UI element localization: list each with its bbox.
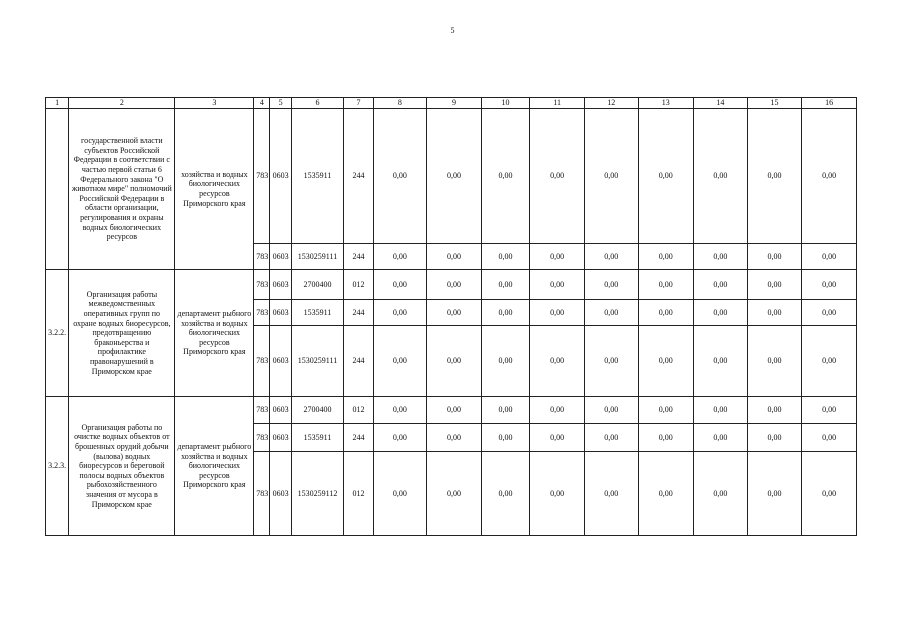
value-cell: 0,00 [747, 270, 802, 300]
column-header: 10 [481, 98, 530, 109]
code-section: 0603 [270, 300, 291, 326]
value-cell: 0,00 [747, 452, 802, 536]
page-number: 5 [450, 26, 455, 35]
code-admin: 783 [254, 270, 270, 300]
value-cell: 0,00 [427, 452, 482, 536]
column-header: 7 [344, 98, 373, 109]
value-cell: 0,00 [638, 300, 694, 326]
value-cell: 0,00 [638, 326, 694, 397]
code-target: 1530259111 [291, 244, 344, 270]
value-cell: 0,00 [638, 270, 694, 300]
code-admin: 783 [254, 424, 270, 452]
column-header: 14 [694, 98, 748, 109]
code-section: 0603 [270, 326, 291, 397]
item-executor: хозяйства и водных биологических ресурсов Приморского края [175, 109, 254, 270]
column-header: 11 [530, 98, 585, 109]
value-cell: 0,00 [638, 244, 694, 270]
code-target: 1535911 [291, 300, 344, 326]
column-header: 16 [802, 98, 857, 109]
column-header: 9 [427, 98, 482, 109]
value-cell: 0,00 [373, 326, 427, 397]
value-cell: 0,00 [638, 109, 694, 244]
value-cell: 0,00 [747, 109, 802, 244]
value-cell: 0,00 [373, 397, 427, 424]
value-cell: 0,00 [373, 424, 427, 452]
column-header: 12 [584, 98, 638, 109]
code-target: 2700400 [291, 397, 344, 424]
value-cell: 0,00 [427, 397, 482, 424]
item-executor: департамент рыбного хозяйства и водных биологических ресурсов Приморского края [175, 397, 254, 536]
code-admin: 783 [254, 109, 270, 244]
value-cell: 0,00 [694, 109, 748, 244]
item-number [46, 109, 69, 270]
value-cell: 0,00 [694, 397, 748, 424]
value-cell: 0,00 [802, 424, 857, 452]
code-admin: 783 [254, 397, 270, 424]
item-name: Организация работы по очистке водных объектов от брошенных орудий добычи (вылова) водных биоресурсов и береговой полосы водных объектов рыбохозяйственного значения от мусора в Приморском крае [69, 397, 175, 536]
value-cell: 0,00 [481, 397, 530, 424]
code-expense: 012 [344, 452, 373, 536]
value-cell: 0,00 [802, 397, 857, 424]
code-target: 1535911 [291, 424, 344, 452]
code-section: 0603 [270, 109, 291, 244]
value-cell: 0,00 [584, 244, 638, 270]
code-section: 0603 [270, 244, 291, 270]
value-cell: 0,00 [802, 452, 857, 536]
value-cell: 0,00 [802, 300, 857, 326]
value-cell: 0,00 [481, 109, 530, 244]
item-name: государственной власти субъектов Российской Федерации в соответствии с частью первой статьи 6 Федерального закона "О животном мире" полномочий Российской Федерации в области организации, регулирования и охраны водных биологических ресурсов [69, 109, 175, 270]
code-expense: 012 [344, 270, 373, 300]
code-expense: 012 [344, 397, 373, 424]
code-target: 2700400 [291, 270, 344, 300]
value-cell: 0,00 [802, 326, 857, 397]
value-cell: 0,00 [530, 452, 585, 536]
value-cell: 0,00 [694, 300, 748, 326]
value-cell: 0,00 [481, 270, 530, 300]
value-cell: 0,00 [584, 452, 638, 536]
value-cell: 0,00 [530, 300, 585, 326]
value-cell: 0,00 [747, 326, 802, 397]
value-cell: 0,00 [584, 270, 638, 300]
value-cell: 0,00 [694, 244, 748, 270]
code-section: 0603 [270, 397, 291, 424]
code-expense: 244 [344, 326, 373, 397]
value-cell: 0,00 [802, 109, 857, 244]
code-expense: 244 [344, 109, 373, 244]
code-expense: 244 [344, 244, 373, 270]
value-cell: 0,00 [427, 270, 482, 300]
value-cell: 0,00 [373, 300, 427, 326]
code-admin: 783 [254, 452, 270, 536]
value-cell: 0,00 [638, 397, 694, 424]
table-row [46, 397, 857, 424]
code-target: 1535911 [291, 109, 344, 244]
value-cell: 0,00 [481, 452, 530, 536]
value-cell: 0,00 [584, 300, 638, 326]
value-cell: 0,00 [373, 109, 427, 244]
value-cell: 0,00 [373, 452, 427, 536]
code-target: 1530259111 [291, 326, 344, 397]
value-cell: 0,00 [747, 300, 802, 326]
column-header: 3 [175, 98, 254, 109]
item-number: 3.2.2. [46, 270, 69, 397]
column-header: 4 [254, 98, 270, 109]
code-expense: 244 [344, 300, 373, 326]
column-header: 2 [69, 98, 175, 109]
column-header: 13 [638, 98, 694, 109]
code-admin: 783 [254, 300, 270, 326]
value-cell: 0,00 [638, 452, 694, 536]
column-header: 5 [270, 98, 291, 109]
value-cell: 0,00 [747, 424, 802, 452]
value-cell: 0,00 [427, 244, 482, 270]
value-cell: 0,00 [584, 397, 638, 424]
code-section: 0603 [270, 424, 291, 452]
value-cell: 0,00 [427, 109, 482, 244]
value-cell: 0,00 [802, 244, 857, 270]
value-cell: 0,00 [747, 244, 802, 270]
value-cell: 0,00 [694, 326, 748, 397]
value-cell: 0,00 [530, 397, 585, 424]
value-cell: 0,00 [481, 326, 530, 397]
value-cell: 0,00 [481, 244, 530, 270]
table-row [46, 270, 857, 300]
value-cell: 0,00 [373, 270, 427, 300]
column-header: 8 [373, 98, 427, 109]
column-header: 15 [747, 98, 802, 109]
code-target: 1530259112 [291, 452, 344, 536]
value-cell: 0,00 [694, 452, 748, 536]
value-cell: 0,00 [427, 424, 482, 452]
code-admin: 783 [254, 244, 270, 270]
value-cell: 0,00 [694, 270, 748, 300]
budget-table [45, 97, 857, 536]
value-cell: 0,00 [747, 397, 802, 424]
value-cell: 0,00 [584, 326, 638, 397]
value-cell: 0,00 [638, 424, 694, 452]
code-expense: 244 [344, 424, 373, 452]
value-cell: 0,00 [530, 424, 585, 452]
value-cell: 0,00 [530, 270, 585, 300]
value-cell: 0,00 [530, 244, 585, 270]
item-executor: департамент рыбного хозяйства и водных биологических ресурсов Приморского края [175, 270, 254, 397]
value-cell: 0,00 [694, 424, 748, 452]
value-cell: 0,00 [481, 300, 530, 326]
item-name: Организация работы межведомственных оперативных групп по охране водных биоресурсов, предотвращению браконьерства и профилактике правонарушений в Приморском крае [69, 270, 175, 397]
value-cell: 0,00 [802, 270, 857, 300]
code-admin: 783 [254, 326, 270, 397]
value-cell: 0,00 [584, 109, 638, 244]
value-cell: 0,00 [481, 424, 530, 452]
value-cell: 0,00 [530, 326, 585, 397]
header-row [46, 98, 857, 109]
table-row [46, 109, 857, 244]
value-cell: 0,00 [584, 424, 638, 452]
value-cell: 0,00 [427, 300, 482, 326]
item-number: 3.2.3. [46, 397, 69, 536]
value-cell: 0,00 [373, 244, 427, 270]
value-cell: 0,00 [427, 326, 482, 397]
code-section: 0603 [270, 270, 291, 300]
column-header: 6 [291, 98, 344, 109]
column-header: 1 [46, 98, 69, 109]
code-section: 0603 [270, 452, 291, 536]
value-cell: 0,00 [530, 109, 585, 244]
